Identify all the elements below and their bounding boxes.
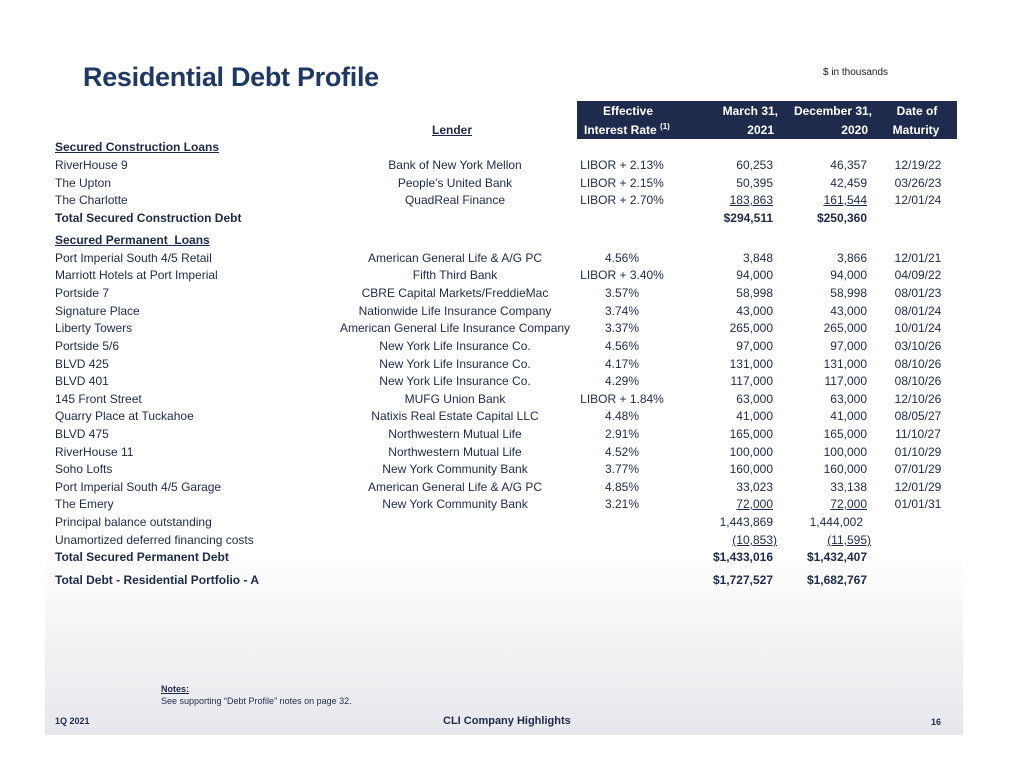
- maturity-date: 03/10/26: [894, 339, 942, 353]
- march-balance: 97,000: [736, 339, 773, 353]
- table-row: [55, 286, 955, 304]
- table-row: [55, 176, 955, 194]
- march-balance: 160,000: [729, 462, 773, 476]
- lender-name: Northwestern Mutual Life: [388, 445, 522, 459]
- lender-name: New York Life Insurance Co.: [379, 357, 531, 371]
- property-name: RiverHouse 11: [55, 445, 134, 459]
- table-row: [55, 409, 955, 427]
- december-balance: 161,544: [823, 193, 867, 207]
- december-balance: 58,998: [830, 286, 867, 300]
- permanent-heading: Secured Permanent Loans: [55, 233, 210, 247]
- march-total: $294,511: [723, 211, 773, 225]
- december-total: $250,360: [816, 211, 867, 225]
- property-name: Marriott Hotels at Port Imperial: [55, 268, 218, 282]
- december-balance: 131,000: [823, 357, 867, 371]
- march-balance: 94,000: [736, 268, 773, 282]
- maturity-date: 03/26/23: [894, 176, 942, 190]
- header-december-line1: December 31,: [793, 104, 872, 118]
- property-name: The Charlotte: [55, 193, 128, 207]
- december-balance: 33,138: [830, 480, 867, 494]
- interest-rate: 4.17%: [604, 357, 640, 371]
- december-balance: 117,000: [824, 374, 867, 388]
- lender-name: American General Life Insurance Company: [339, 321, 571, 335]
- header-rate-footnote: (1): [660, 122, 670, 131]
- property-name: The Upton: [55, 176, 112, 190]
- maturity-date: 12/10/26: [894, 392, 942, 406]
- lender-name: American General Life & A/G PC: [367, 251, 543, 265]
- property-name: Liberty Towers: [55, 321, 133, 335]
- interest-rate: LIBOR + 2.70%: [580, 193, 664, 207]
- december-balance: 43,000: [830, 304, 867, 318]
- lender-name: New York Life Insurance Co.: [379, 339, 531, 353]
- interest-rate: 4.85%: [604, 480, 640, 494]
- march-balance: 50,395: [736, 176, 773, 190]
- permanent-heading-row: [55, 233, 955, 251]
- construction-heading-row: [55, 140, 955, 158]
- interest-rate: 3.57%: [604, 286, 640, 300]
- table-row: [55, 462, 955, 480]
- december-grand-total: $1,682,767: [806, 573, 867, 587]
- december-balance: 63,000: [830, 392, 867, 406]
- december-balance: 72,000: [830, 497, 867, 511]
- march-balance: 72,000: [736, 497, 773, 511]
- lender-name: QuadReal Finance: [404, 193, 506, 207]
- principal-label: Principal balance outstanding: [55, 515, 212, 529]
- maturity-date: 12/01/21: [894, 251, 942, 265]
- lender-name: CBRE Capital Markets/FreddieMac: [361, 286, 549, 300]
- maturity-date: 04/09/22: [894, 268, 942, 282]
- maturity-date: 08/10/26: [894, 357, 942, 371]
- maturity-date: 08/01/24: [894, 304, 942, 318]
- property-name: BLVD 475: [55, 427, 109, 441]
- march-balance: 41,000: [736, 409, 773, 423]
- march-principal: 1,443,869: [719, 515, 773, 529]
- lender-name: Natixis Real Estate Capital LLC: [371, 409, 539, 423]
- table-row: [55, 445, 955, 463]
- property-name: Port Imperial South 4/5 Garage: [55, 480, 222, 494]
- unamortized-label: Unamortized deferred financing costs: [55, 533, 254, 547]
- maturity-date: 10/01/24: [894, 321, 942, 335]
- december-balance: 100,000: [823, 445, 867, 459]
- march-balance: 33,023: [736, 480, 773, 494]
- property-name: Quarry Place at Tuckahoe: [55, 409, 194, 423]
- notes-text: See supporting “Debt Profile” notes on page 32.: [161, 696, 352, 706]
- march-balance: 165,000: [729, 427, 773, 441]
- march-balance: 43,000: [736, 304, 773, 318]
- table-row: [55, 304, 955, 322]
- header-march-line1: March 31,: [722, 104, 778, 118]
- table-row: [55, 158, 955, 176]
- principal-row: [55, 515, 955, 533]
- grand-total-row: [55, 573, 955, 591]
- lender-name: Nationwide Life Insurance Company: [358, 304, 552, 318]
- march-balance: 265,000: [729, 321, 773, 335]
- table-row: [55, 480, 955, 498]
- march-grand-total: $1,727,527: [712, 573, 773, 587]
- table-row: [55, 321, 955, 339]
- table-row: [55, 374, 955, 392]
- december-balance: 165,000: [823, 427, 867, 441]
- interest-rate: 3.21%: [604, 497, 640, 511]
- lender-name: Northwestern Mutual Life: [388, 427, 522, 441]
- december-balance: 3,866: [836, 251, 867, 265]
- property-name: The Emery: [55, 497, 114, 511]
- lender-name: Fifth Third Bank: [412, 268, 498, 282]
- maturity-date: 12/01/24: [894, 193, 942, 207]
- table-row: [55, 339, 955, 357]
- march-balance: 117,000: [730, 374, 773, 388]
- lender-name: New York Community Bank: [382, 497, 528, 511]
- interest-rate: 3.37%: [604, 321, 640, 335]
- march-balance: 131,000: [729, 357, 773, 371]
- property-name: Soho Lofts: [55, 462, 113, 476]
- march-unamortized: (10,853): [732, 533, 777, 547]
- construction-total-row: [55, 211, 955, 229]
- interest-rate: 3.77%: [604, 462, 640, 476]
- property-name: Signature Place: [55, 304, 140, 318]
- header-december-line2: 2020: [841, 123, 868, 137]
- march-balance: 63,000: [736, 392, 773, 406]
- interest-rate: LIBOR + 2.13%: [580, 158, 664, 172]
- header-rate-line1: Effective: [602, 104, 654, 118]
- march-balance: 60,253: [736, 158, 773, 172]
- march-balance: 100,000: [729, 445, 773, 459]
- property-name: Portside 7: [55, 286, 110, 300]
- table-row: [55, 392, 955, 410]
- unamortized-row: [55, 533, 955, 551]
- units-note: $ in thousands: [823, 67, 889, 78]
- interest-rate: 4.56%: [604, 251, 640, 265]
- interest-rate: 4.56%: [604, 339, 640, 353]
- december-balance: 265,000: [823, 321, 867, 335]
- december-balance: 94,000: [830, 268, 867, 282]
- maturity-date: 01/10/29: [894, 445, 942, 459]
- maturity-date: 07/01/29: [894, 462, 942, 476]
- maturity-date: 08/01/23: [894, 286, 942, 300]
- march-balance: 3,848: [742, 251, 773, 265]
- interest-rate: 3.74%: [604, 304, 640, 318]
- lender-name: Bank of New York Mellon: [388, 158, 522, 172]
- table-row: [55, 497, 955, 515]
- table-row: [55, 251, 955, 269]
- maturity-date: 12/01/29: [894, 480, 942, 494]
- table-row: [55, 357, 955, 375]
- property-name: Portside 5/6: [55, 339, 120, 353]
- lender-name: People's United Bank: [397, 176, 513, 190]
- december-balance: 46,357: [830, 158, 867, 172]
- december-principal: 1,444,002: [809, 515, 863, 529]
- december-balance: 97,000: [830, 339, 867, 353]
- grand-total-label: Total Debt - Residential Portfolio - A: [55, 573, 259, 587]
- page-title: Residential Debt Profile: [83, 62, 379, 92]
- property-name: 145 Front Street: [55, 392, 142, 406]
- december-balance: 42,459: [830, 176, 867, 190]
- march-balance: 183,863: [729, 193, 773, 207]
- lender-name: American General Life & A/G PC: [367, 480, 543, 494]
- interest-rate: LIBOR + 1.84%: [580, 392, 664, 406]
- december-total: $1,432,407: [806, 550, 867, 564]
- page-number: 16: [931, 717, 942, 727]
- interest-rate: 4.29%: [604, 374, 640, 388]
- lender-name: MUFG Union Bank: [404, 392, 506, 406]
- maturity-date: 08/10/26: [894, 374, 942, 388]
- december-balance: 160,000: [823, 462, 867, 476]
- header-march-line2: 2021: [747, 123, 774, 137]
- total-label: Total Secured Construction Debt: [55, 211, 242, 225]
- interest-rate: LIBOR + 3.40%: [580, 268, 664, 282]
- header-rate-line2: Interest Rate $^{(1)}$: [584, 122, 670, 137]
- footer-title: CLI Company Highlights: [443, 715, 571, 727]
- table-row: [55, 193, 955, 211]
- lender-name: New York Community Bank: [382, 462, 528, 476]
- maturity-date: 12/19/22: [894, 158, 942, 172]
- march-total: $1,433,016: [712, 550, 773, 564]
- maturity-date: 08/05/27: [894, 409, 942, 423]
- notes-heading: Notes:: [161, 684, 190, 694]
- lender-name: New York Life Insurance Co.: [379, 374, 531, 388]
- header-maturity-line1: Date of: [896, 104, 938, 118]
- march-balance: 58,998: [736, 286, 773, 300]
- header-lender: Lender: [432, 123, 473, 137]
- total-label: Total Secured Permanent Debt: [55, 550, 229, 564]
- december-unamortized: (11,595): [827, 533, 871, 547]
- interest-rate: LIBOR + 2.15%: [580, 176, 664, 190]
- maturity-date: 11/10/27: [895, 427, 941, 441]
- property-name: BLVD 401: [55, 374, 109, 388]
- maturity-date: 01/01/31: [894, 497, 942, 511]
- table-row: [55, 427, 955, 445]
- property-name: Port Imperial South 4/5 Retail: [55, 251, 212, 265]
- interest-rate: 2.91%: [604, 427, 640, 441]
- footer-period: 1Q 2021: [55, 716, 90, 726]
- permanent-total-row: [55, 550, 955, 568]
- interest-rate: 4.48%: [604, 409, 640, 423]
- property-name: BLVD 425: [55, 357, 109, 371]
- table-row: [55, 268, 955, 286]
- header-maturity-line2: Maturity: [892, 123, 940, 137]
- construction-heading: Secured Construction Loans: [55, 140, 220, 154]
- interest-rate: 4.52%: [604, 445, 640, 459]
- december-balance: 41,000: [830, 409, 867, 423]
- property-name: RiverHouse 9: [55, 158, 128, 172]
